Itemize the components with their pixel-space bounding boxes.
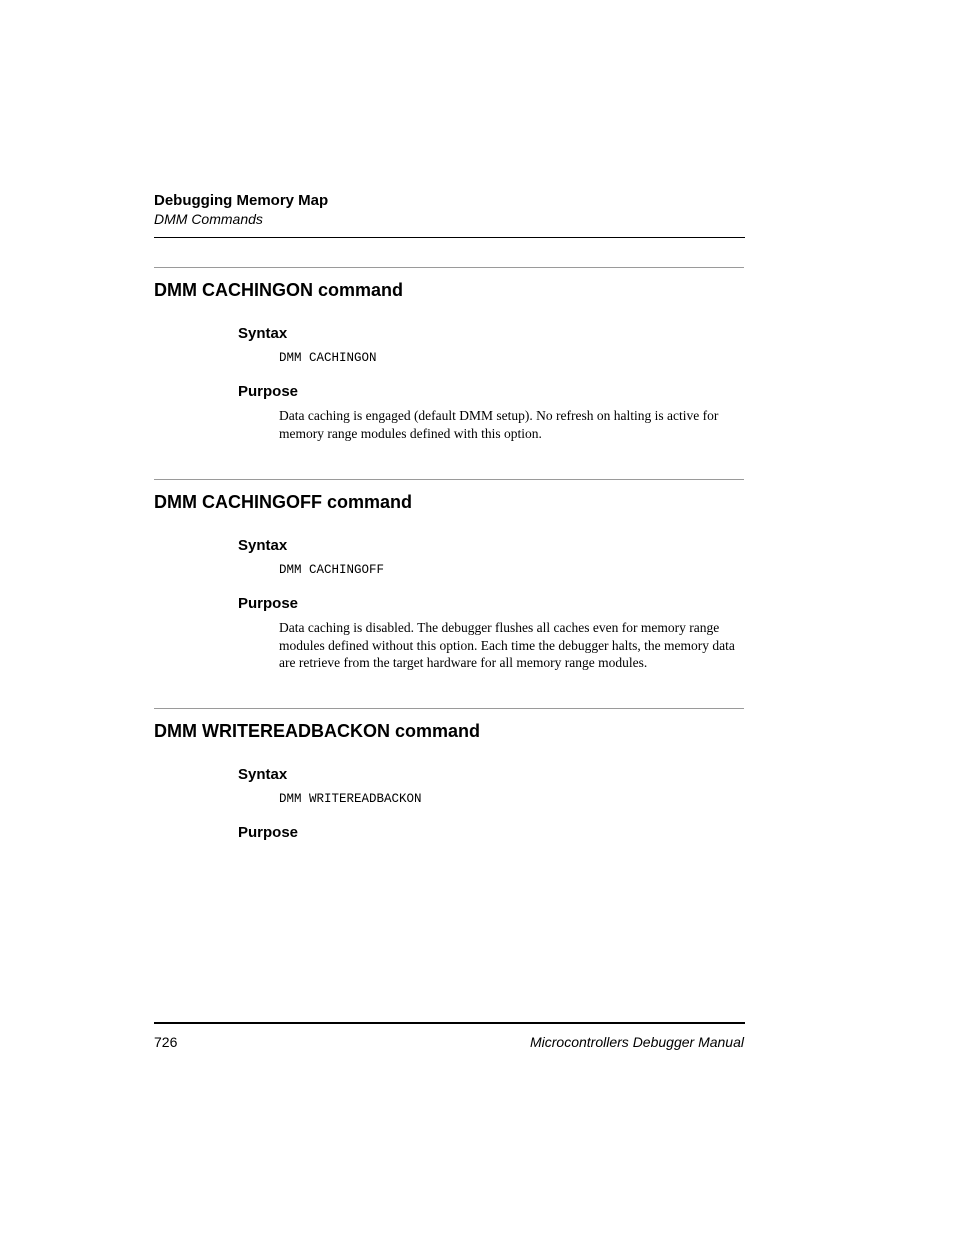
purpose-text: Data caching is engaged (default DMM setup). No refresh on halting is active for memory range modules defined with this option.: [279, 408, 719, 441]
running-header-subtitle: DMM Commands: [154, 211, 263, 227]
header-rule: [154, 237, 745, 238]
purpose-heading: Purpose: [238, 824, 299, 841]
page-number: 726: [154, 1034, 178, 1050]
manual-title: Microcontrollers Debugger Manual: [530, 1034, 744, 1050]
section-divider: [154, 267, 744, 268]
purpose-heading: Purpose: [238, 383, 299, 400]
section-title-cachingoff: DMM CACHINGOFF command: [154, 492, 412, 512]
section-title-cachingon: DMM CACHINGON command: [154, 280, 404, 300]
section-title-writereadbackon: DMM WRITEREADBACKON command: [154, 721, 480, 741]
syntax-code: DMM CACHINGOFF: [279, 563, 385, 577]
syntax-code: DMM CACHINGON: [279, 351, 377, 365]
footer-rule: [154, 1022, 745, 1024]
syntax-heading: Syntax: [238, 766, 288, 783]
syntax-heading: Syntax: [238, 537, 288, 554]
section-divider: [154, 479, 744, 480]
running-header-title: Debugging Memory Map: [154, 192, 329, 209]
syntax-heading: Syntax: [238, 325, 288, 342]
section-divider: [154, 708, 744, 709]
purpose-text: Data caching is disabled. The debugger flushes all caches even for memory range modules defined without this option. Each time the debugger halts, the memory data are retrieve from the target hardware for all memory range modules.: [279, 620, 735, 670]
syntax-code: DMM WRITEREADBACKON: [279, 792, 422, 806]
purpose-heading: Purpose: [238, 595, 299, 612]
